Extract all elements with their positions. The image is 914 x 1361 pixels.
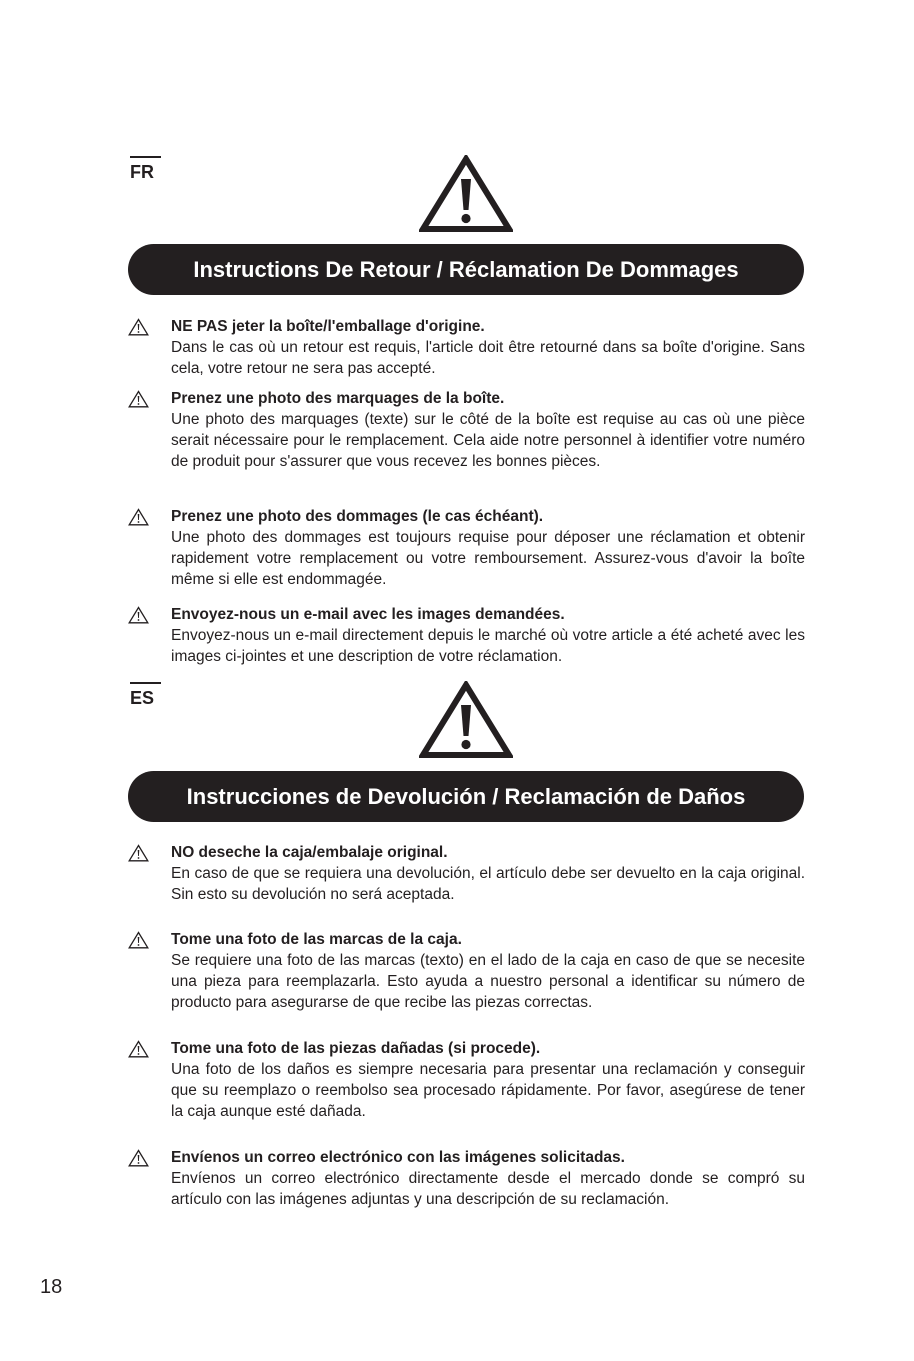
instruction-heading: Envíenos un correo electrónico con las imágenes solicitadas. xyxy=(171,1149,625,1166)
small-warning-triangle-icon xyxy=(128,1149,149,1167)
instruction-heading: NE PAS jeter la boîte/l'emballage d'origine. xyxy=(171,318,485,335)
instruction-heading: NO deseche la caja/embalaje original. xyxy=(171,844,448,861)
section-title-banner-es: Instrucciones de Devolución / Reclamación de Daños xyxy=(128,771,804,822)
page-number: 18 xyxy=(40,1276,63,1298)
instruction-item-es-3 xyxy=(128,1038,805,1122)
instruction-body: Une photo des dommages est toujours requise pour déposer une réclamation et obtenir rapidement votre remplacement ou votre remboursement. Assurez-vous d'avoir la boîte même si elle est endommagée. xyxy=(171,529,805,588)
section-title-banner-fr: Instructions De Retour / Réclamation De Dommages xyxy=(128,244,804,295)
instruction-heading: Prenez une photo des marquages de la boîte. xyxy=(171,390,505,407)
small-warning-triangle-icon xyxy=(128,508,149,526)
instruction-item-fr-2 xyxy=(128,388,805,472)
warning-triangle-icon xyxy=(419,681,513,759)
instruction-item-es-4 xyxy=(128,1147,805,1210)
language-label-fr: FR xyxy=(130,156,161,183)
instruction-item-fr-3 xyxy=(128,506,805,590)
instruction-body: Se requiere una foto de las marcas (texto) en el lado de la caja en caso de que se necesite una pieza para reemplazarla. Esto ayuda a nuestro personal a identificar su número de producto para asegurarse de que recibe las piezas correctas. xyxy=(171,952,805,1011)
language-label-es: ES xyxy=(130,682,161,709)
instruction-body: Une photo des marquages (texte) sur le côté de la boîte est requise au cas où une pièce serait nécessaire pour le remplacement. Cela aide notre personnel à identifier votre numéro de produit pour s'assurer que vous recevez les bonnes pièces. xyxy=(171,411,805,470)
small-warning-triangle-icon xyxy=(128,318,149,336)
instruction-item-es-1 xyxy=(128,842,805,905)
instruction-body: Envíenos un correo electrónico directamente desde el mercado donde se compró su artículo con las imágenes adjuntas y una descripción de su reclamación. xyxy=(171,1170,805,1208)
warning-triangle-icon xyxy=(419,155,513,233)
instruction-body: Una foto de los daños es siempre necesaria para presentar una reclamación y conseguir que su reemplazo o reembolso sea procesado rápidamente. Por favor, asegúrese de tener la caja aunque esté dañada. xyxy=(171,1061,805,1120)
instruction-body: Envoyez-nous un e-mail directement depuis le marché où votre article a été acheté avec les images ci-jointes et une description de votre réclamation. xyxy=(171,627,805,665)
small-warning-triangle-icon xyxy=(128,1040,149,1058)
instruction-item-es-2 xyxy=(128,929,805,1013)
instruction-body: Dans le cas où un retour est requis, l'article doit être retourné dans sa boîte d'origine. Sans cela, votre retour ne sera pas accepté. xyxy=(171,339,805,377)
instruction-item-fr-4 xyxy=(128,604,805,667)
small-warning-triangle-icon xyxy=(128,844,149,862)
instruction-heading: Tome una foto de las piezas dañadas (si procede). xyxy=(171,1040,541,1057)
instruction-heading: Envoyez-nous un e-mail avec les images demandées. xyxy=(171,606,565,623)
small-warning-triangle-icon xyxy=(128,390,149,408)
small-warning-triangle-icon xyxy=(128,931,149,949)
instruction-item-fr-1 xyxy=(128,316,805,379)
small-warning-triangle-icon xyxy=(128,606,149,624)
instruction-body: En caso de que se requiera una devolución, el artículo debe ser devuelto en la caja original. Sin esto su devolución no será aceptada. xyxy=(171,865,805,903)
instruction-heading: Prenez une photo des dommages (le cas échéant). xyxy=(171,508,544,525)
instruction-heading: Tome una foto de las marcas de la caja. xyxy=(171,931,462,948)
